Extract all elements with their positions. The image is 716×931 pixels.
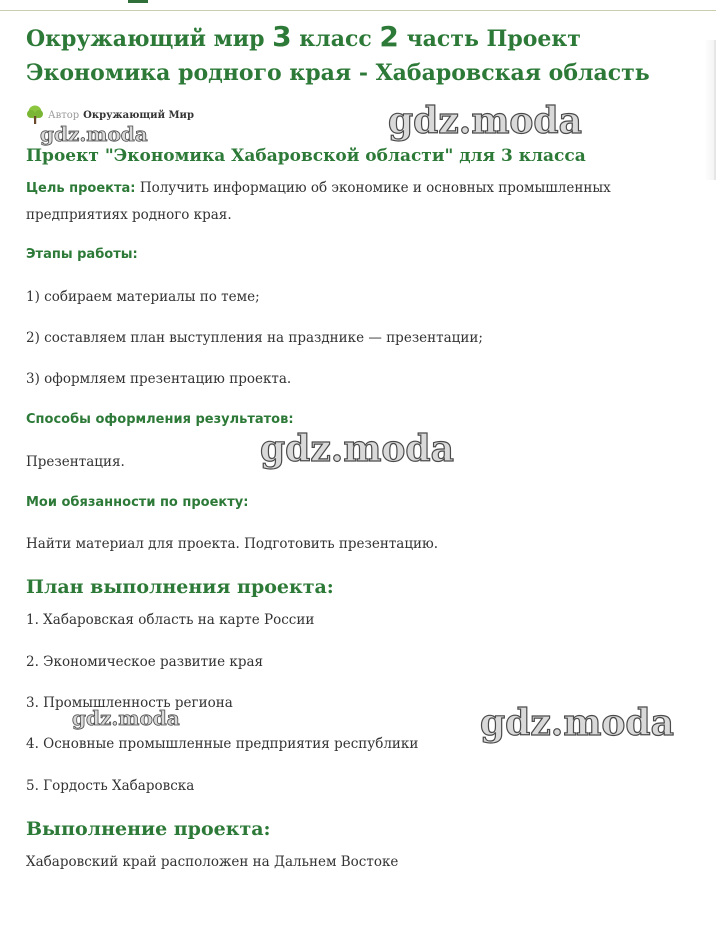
title-topic: Экономика родного края - Хабаровская область: [26, 60, 650, 86]
watermark: gdz.moda: [260, 428, 454, 470]
watermark: gdz.moda: [72, 706, 180, 730]
title-grade-number: 3: [272, 20, 292, 53]
results-label: Способы оформления результатов:: [26, 412, 294, 427]
plan-item: 1. Хабаровская область на карте России: [26, 612, 315, 628]
goal-paragraph: [26, 175, 686, 228]
goal-text: Получить информацию об экономике и основных промышленных предприятиях родного края.: [26, 180, 611, 223]
watermark: gdz.moda: [480, 702, 674, 744]
duties-label: Мои обязанности по проекту:: [26, 495, 249, 510]
plan-item: 5. Гордость Хабаровска: [26, 778, 195, 794]
plan-item: 2. Экономическое развитие края: [26, 654, 264, 670]
watermark: gdz.moda: [388, 100, 582, 142]
title-part-number: 2: [379, 20, 399, 53]
plan-item: 4. Основные промышленные предприятия республики: [26, 736, 419, 752]
author-name[interactable]: Окружающий Мир: [83, 109, 194, 121]
results-text: Презентация.: [26, 454, 125, 470]
execution-text: Хабаровский край расположен на Дальнем Востоке: [26, 854, 399, 870]
watermark: gdz.moda: [40, 122, 148, 146]
page-title: [26, 20, 696, 90]
goal-label: Цель проекта:: [26, 181, 136, 196]
stages-label: Этапы работы:: [26, 247, 138, 262]
stage-item: 1) собираем материалы по теме;: [26, 289, 260, 305]
title-grade-word: класс: [299, 26, 372, 52]
title-part-word: часть Проект: [406, 26, 581, 52]
title-subject: Окружающий мир: [26, 26, 265, 52]
author-label: Автор: [48, 109, 80, 121]
top-divider: [0, 10, 716, 11]
stage-item: 2) составляем план выступления на празднике — презентации;: [26, 330, 483, 346]
execution-heading: Выполнение проекта:: [26, 818, 271, 840]
plan-item: 3. Промышленность региона: [26, 695, 233, 711]
project-heading: Проект "Экономика Хабаровской области" для 3 класса: [26, 146, 586, 166]
duties-text: Найти материал для проекта. Подготовить презентацию.: [26, 536, 439, 552]
top-accent: [128, 0, 148, 3]
stage-item: 3) оформляем презентацию проекта.: [26, 371, 292, 387]
plan-heading: План выполнения проекта:: [26, 576, 334, 598]
